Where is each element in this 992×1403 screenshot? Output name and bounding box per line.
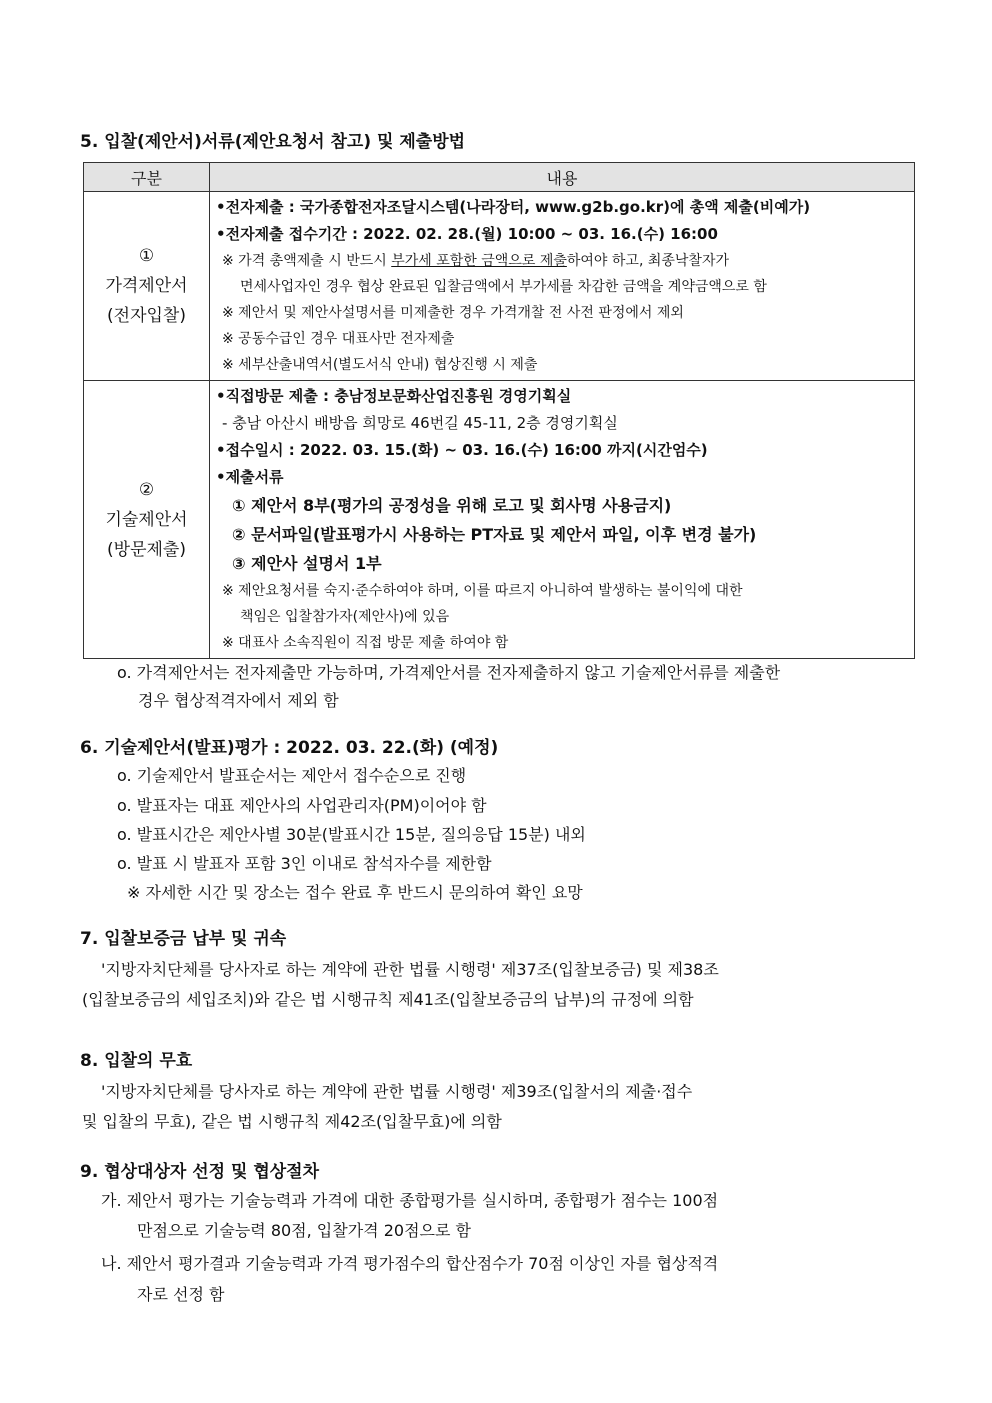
note-line: ※ 제안요청서를 숙지·준수하여야 하며, 이를 따르지 아니하여 발생하는 불이익에 대한 <box>222 583 743 599</box>
header-content: 내용 <box>210 163 915 192</box>
note-line: 면세사업자인 경우 협상 완료된 입찰금액에서 부가세를 차감한 금액을 계약금액으로 함 <box>240 279 767 295</box>
content-line: •접수일시 : 2022. 03. 15.(화) ~ 03. 16.(수) 16:00 까지(시간엄수) <box>216 441 708 459</box>
table-row <box>84 192 915 381</box>
note-line: ※ 세부산출내역서(별도서식 안내) 협상진행 시 제출 <box>222 357 538 373</box>
section-5-title: 5. 입찰(제안서)서류(제안요청서 참고) 및 제출방법 <box>80 132 466 152</box>
row-category-price <box>84 192 210 381</box>
category-sub: (전자입찰) <box>107 306 186 326</box>
row-content-tech <box>210 381 915 659</box>
note-line: ※ 공동수급인 경우 대표사만 전자제출 <box>222 331 455 347</box>
bullet-line: o. 발표자는 대표 제안사의 사업관리자(PM)이어야 함 <box>117 796 487 815</box>
paragraph-line: 가. 제안서 평가는 기술능력과 가격에 대한 종합평가를 실시하며, 종합평가 점수는 100점 <box>101 1191 719 1210</box>
section-5-note: o. 가격제안서는 전자제출만 가능하며, 가격제안서를 전자제출하지 않고 기술제안서류를 제출한 <box>117 663 781 682</box>
section-5-note-cont: 경우 협상적격자에서 제외 함 <box>138 691 339 710</box>
row-category-tech <box>84 381 210 659</box>
category-sub: (방문제출) <box>107 539 186 560</box>
paragraph-line: 및 입찰의 무효), 같은 법 시행규칙 제42조(입찰무효)에 의함 <box>82 1112 502 1131</box>
table-header-row <box>84 163 915 192</box>
submission-table <box>83 162 915 659</box>
document-item: ② 문서파일(발표평가시 사용하는 PT자료 및 제안서 파일, 이후 변경 불가) <box>232 525 757 544</box>
note-line: 책임은 입찰참가자(제안사)에 있음 <box>240 609 450 625</box>
note-text: ※ 가격 총액제출 시 반드시 <box>222 253 392 269</box>
underlined-text: 부가세 포함한 금액으로 제출 <box>391 253 567 269</box>
note-line: ※ 제안서 및 제안사설명서를 미제출한 경우 가격개찰 전 사전 판정에서 제외 <box>222 305 684 321</box>
paragraph-line: 자로 선정 함 <box>137 1285 225 1304</box>
paragraph-line: 나. 제안서 평가결과 기술능력과 가격 평가점수의 합산점수가 70점 이상인 자를 협상적격 <box>101 1254 719 1273</box>
section-6-title: 6. 기술제안서(발표)평가 : 2022. 03. 22.(화) (예정) <box>80 738 499 758</box>
note-line: ※ 대표사 소속직원이 직접 방문 제출 하여야 함 <box>222 635 509 651</box>
note-line: ※ 자세한 시간 및 장소는 접수 완료 후 반드시 문의하여 확인 요망 <box>127 883 583 902</box>
section-9-title: 9. 협상대상자 선정 및 협상절차 <box>80 1162 320 1182</box>
circled-number: ② <box>138 479 155 500</box>
content-line: - 충남 아산시 배방읍 희망로 46번길 45-11, 2층 경영기획실 <box>222 414 618 432</box>
bullet-line: o. 발표시간은 제안사별 30분(발표시간 15분, 질의응답 15분) 내외 <box>117 825 586 844</box>
content-line: •제출서류 <box>216 468 284 486</box>
bullet-line: o. 발표 시 발표자 포함 3인 이내로 참석자수를 제한함 <box>117 854 492 873</box>
section-8-title: 8. 입찰의 무효 <box>80 1051 193 1071</box>
category-name: 가격제안서 <box>105 276 188 296</box>
document-item: ① 제안서 8부(평가의 공정성을 위해 로고 및 회사명 사용금지) <box>232 496 672 515</box>
circled-number: ① <box>138 246 155 266</box>
bullet-line: o. 기술제안서 발표순서는 제안서 접수순으로 진행 <box>117 766 467 785</box>
row-content-price <box>210 192 915 381</box>
content-line: •전자제출 : 국가종합전자조달시스템(나라장터, www.g2b.go.kr)에 총액 제출(비예가) <box>216 198 811 216</box>
table-row <box>84 381 915 659</box>
note-text: 하여야 하고, 최종낙찰자가 <box>566 253 729 269</box>
document-item: ③ 제안사 설명서 1부 <box>232 554 382 573</box>
category-name: 기술제안서 <box>105 509 188 530</box>
header-category: 구분 <box>84 163 210 192</box>
section-7-title: 7. 입찰보증금 납부 및 귀속 <box>80 929 287 949</box>
paragraph-line: (입찰보증금의 세입조치)와 같은 법 시행규칙 제41조(입찰보증금의 납부)의 규정에 의함 <box>82 990 694 1009</box>
paragraph-line: '지방자치단체를 당사자로 하는 계약에 관한 법률 시행령' 제39조(입찰서의 제출·접수 <box>101 1082 693 1101</box>
note-line <box>216 248 908 274</box>
content-line: •전자제출 접수기간 : 2022. 02. 28.(월) 10:00 ~ 03. 16.(수) 16:00 <box>216 225 718 243</box>
paragraph-line: '지방자치단체를 당사자로 하는 계약에 관한 법률 시행령' 제37조(입찰보증금) 및 제38조 <box>101 960 719 979</box>
paragraph-line: 만점으로 기술능력 80점, 입찰가격 20점으로 함 <box>137 1221 471 1240</box>
content-line: •직접방문 제출 : 충남정보문화산업진흥원 경영기획실 <box>216 387 572 405</box>
